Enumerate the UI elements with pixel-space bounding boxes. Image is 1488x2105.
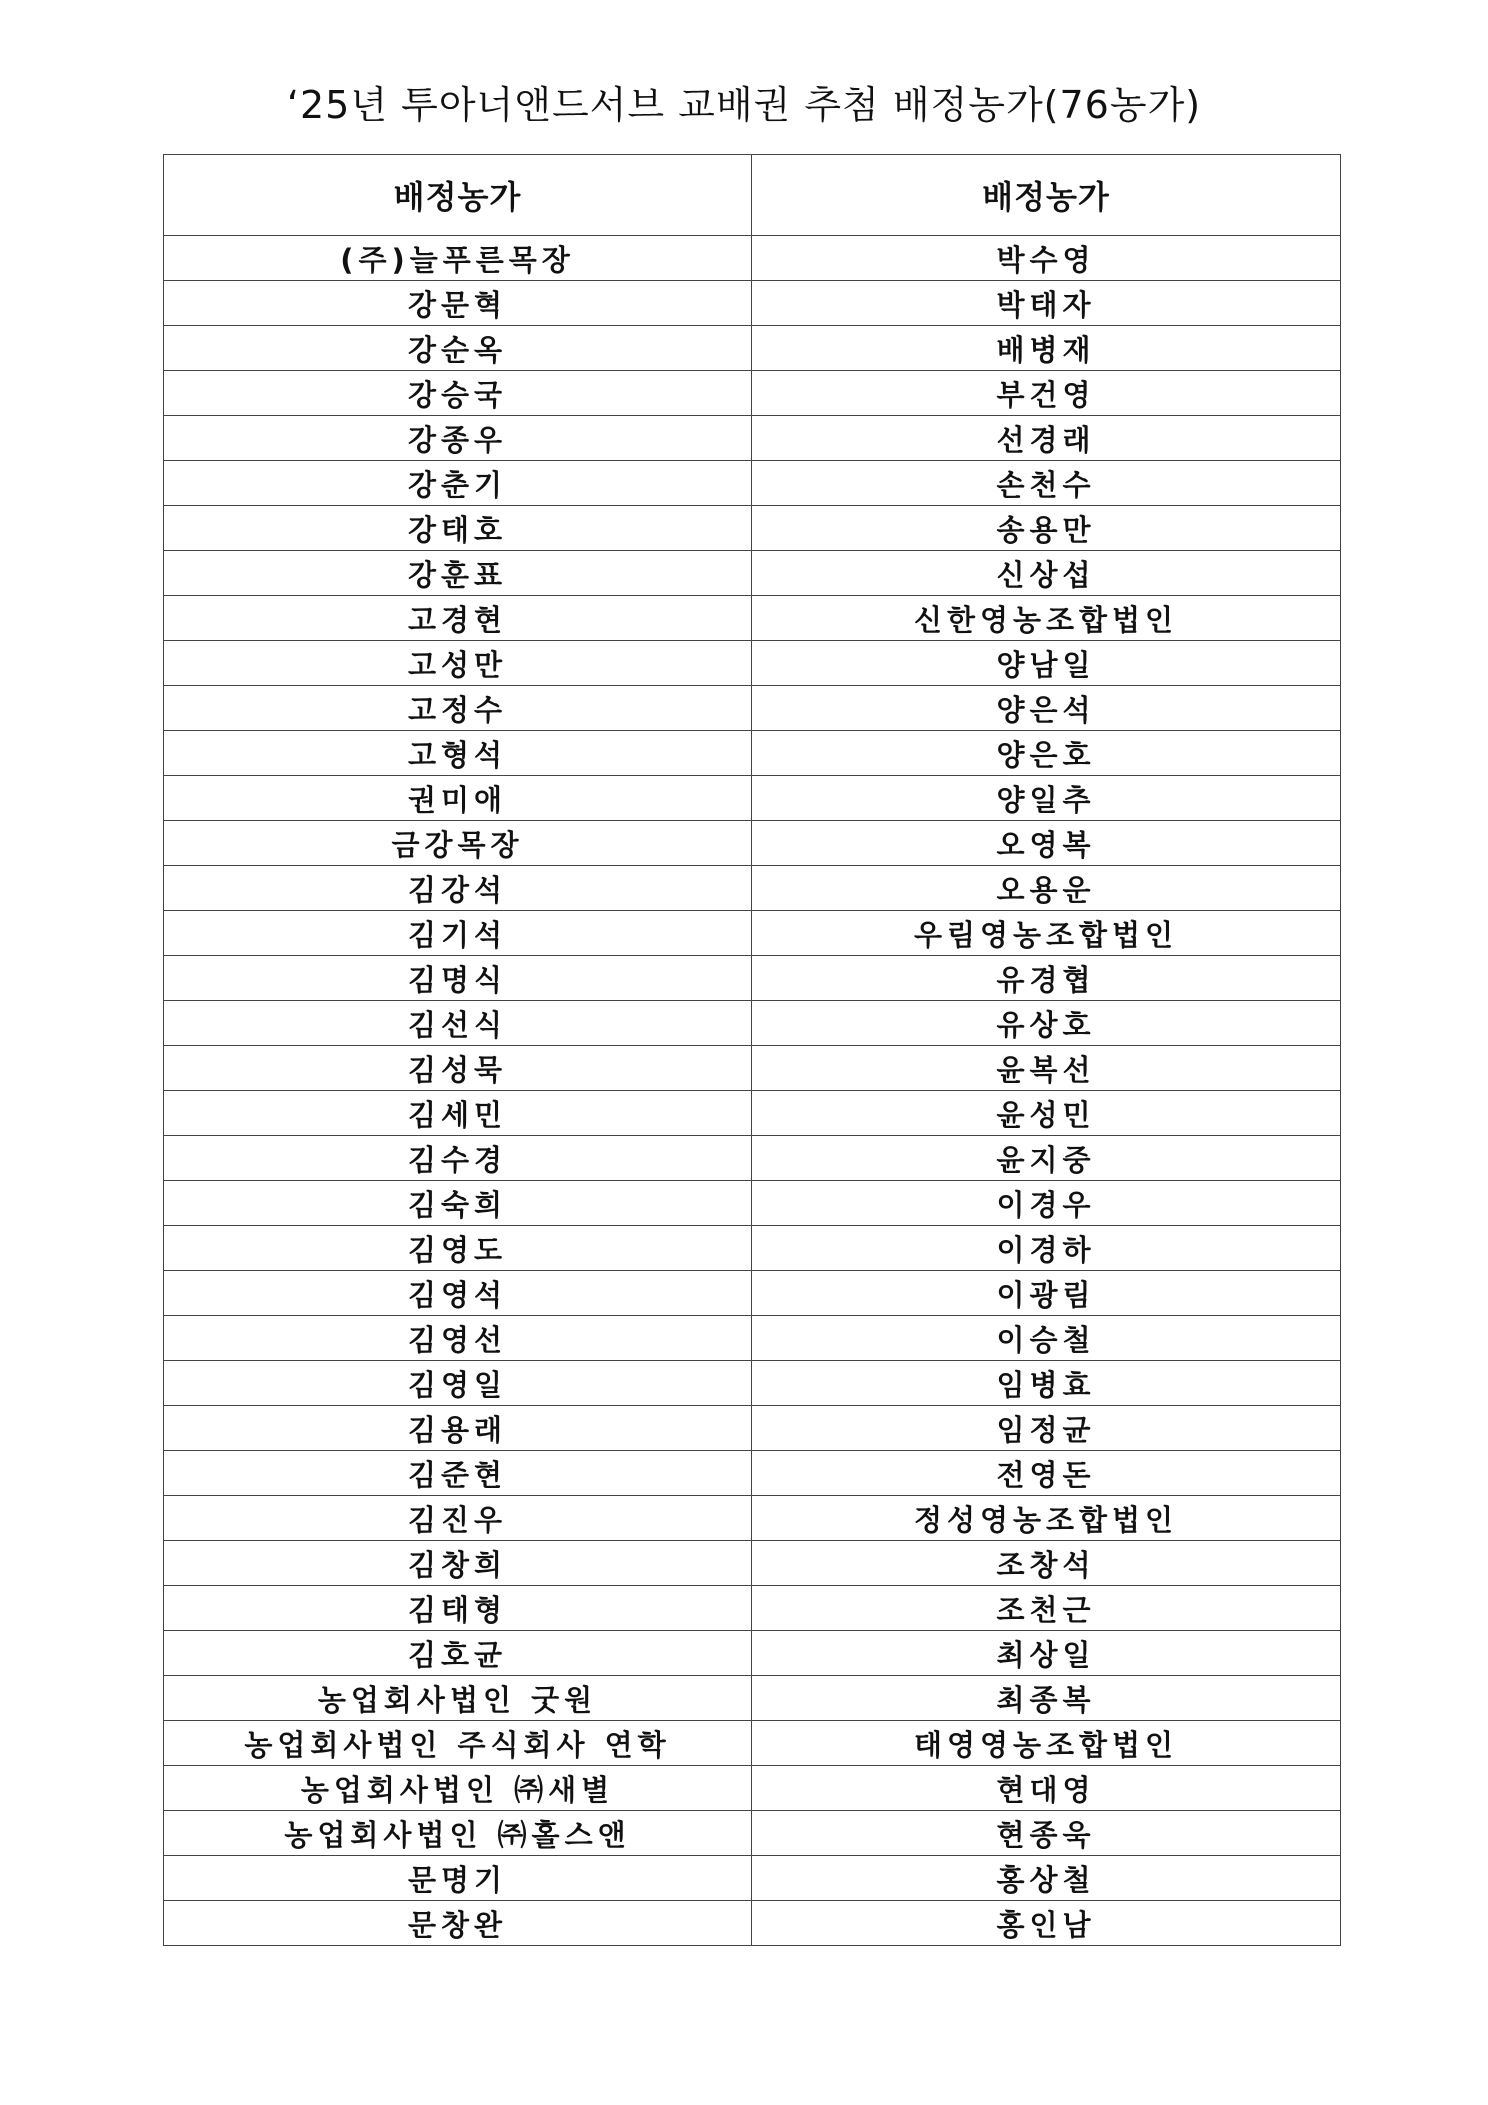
farm-name-right: 현대영	[752, 1766, 1341, 1811]
table-row	[164, 1181, 1341, 1226]
farm-name-right: 양은석	[752, 686, 1341, 731]
farm-name-right: 전영돈	[752, 1451, 1341, 1496]
farm-name-right: 오영복	[752, 821, 1341, 866]
farm-name-left: 김태형	[164, 1586, 752, 1631]
farm-name-right: 홍인남	[752, 1901, 1341, 1946]
table-header-row	[164, 155, 1341, 236]
table-row	[164, 1361, 1341, 1406]
farm-name-right: 송용만	[752, 506, 1341, 551]
farm-name-left: 문명기	[164, 1856, 752, 1901]
farm-name-right: 신상섭	[752, 551, 1341, 596]
farm-name-left: 김성묵	[164, 1046, 752, 1091]
column-header-left: 배정농가	[164, 155, 752, 236]
farm-name-right: 오용운	[752, 866, 1341, 911]
farm-name-left: 강태호	[164, 506, 752, 551]
farm-name-right: 홍상철	[752, 1856, 1341, 1901]
farm-name-right: 박수영	[752, 236, 1341, 281]
table-row	[164, 1496, 1341, 1541]
farm-name-left: 김영일	[164, 1361, 752, 1406]
table-row	[164, 1046, 1341, 1091]
table-row	[164, 776, 1341, 821]
farm-name-right: 최종복	[752, 1676, 1341, 1721]
farm-name-left: 김호균	[164, 1631, 752, 1676]
farm-name-right: 손천수	[752, 461, 1341, 506]
farm-name-left: 강문혁	[164, 281, 752, 326]
table-row	[164, 416, 1341, 461]
column-header-right: 배정농가	[752, 155, 1341, 236]
farm-name-left: 강순옥	[164, 326, 752, 371]
table-row	[164, 371, 1341, 416]
farm-name-left: 김선식	[164, 1001, 752, 1046]
farm-name-left: 고정수	[164, 686, 752, 731]
farm-name-left: 김준현	[164, 1451, 752, 1496]
farm-name-right: 선경래	[752, 416, 1341, 461]
farm-name-left: 김수경	[164, 1136, 752, 1181]
table-row	[164, 1631, 1341, 1676]
farm-assignment-table	[163, 154, 1341, 1946]
farm-name-left: 김용래	[164, 1406, 752, 1451]
farm-name-right: 양은호	[752, 731, 1341, 776]
farm-name-right: 양남일	[752, 641, 1341, 686]
table-row	[164, 1901, 1341, 1946]
table-row	[164, 956, 1341, 1001]
table-row	[164, 1271, 1341, 1316]
table-row	[164, 506, 1341, 551]
table-row	[164, 1766, 1341, 1811]
farm-name-left: 권미애	[164, 776, 752, 821]
farm-name-right: 임정균	[752, 1406, 1341, 1451]
table-row	[164, 596, 1341, 641]
farm-name-left: (주)늘푸른목장	[164, 236, 752, 281]
farm-name-left: 농업회사법인 ㈜홀스앤	[164, 1811, 752, 1856]
farm-name-right: 이경우	[752, 1181, 1341, 1226]
farm-name-right: 현종욱	[752, 1811, 1341, 1856]
table-row	[164, 461, 1341, 506]
farm-name-left: 강종우	[164, 416, 752, 461]
farm-name-right: 태영영농조합법인	[752, 1721, 1341, 1766]
table-row	[164, 1091, 1341, 1136]
table-row	[164, 1136, 1341, 1181]
farm-name-right: 부건영	[752, 371, 1341, 416]
table-row	[164, 1811, 1341, 1856]
farm-name-left: 김영석	[164, 1271, 752, 1316]
table-row	[164, 1676, 1341, 1721]
farm-name-left: 김명식	[164, 956, 752, 1001]
farm-name-left: 김영선	[164, 1316, 752, 1361]
farm-name-left: 농업회사법인 주식회사 연학	[164, 1721, 752, 1766]
farm-name-left: 금강목장	[164, 821, 752, 866]
table-row	[164, 1856, 1341, 1901]
farm-name-left: 고경현	[164, 596, 752, 641]
farm-name-right: 이광림	[752, 1271, 1341, 1316]
table-row	[164, 1586, 1341, 1631]
farm-name-right: 임병효	[752, 1361, 1341, 1406]
table-row	[164, 236, 1341, 281]
table-row	[164, 1451, 1341, 1496]
farm-name-right: 박태자	[752, 281, 1341, 326]
farm-name-left: 고성만	[164, 641, 752, 686]
farm-name-right: 배병재	[752, 326, 1341, 371]
farm-name-right: 우림영농조합법인	[752, 911, 1341, 956]
table-row	[164, 731, 1341, 776]
table-row	[164, 326, 1341, 371]
table-row	[164, 1316, 1341, 1361]
farm-name-left: 김영도	[164, 1226, 752, 1271]
farm-name-right: 이경하	[752, 1226, 1341, 1271]
farm-name-left: 농업회사법인 굿원	[164, 1676, 752, 1721]
farm-name-left: 강훈표	[164, 551, 752, 596]
table-row	[164, 1226, 1341, 1271]
farm-name-right: 조천근	[752, 1586, 1341, 1631]
table-row	[164, 821, 1341, 866]
farm-name-right: 정성영농조합법인	[752, 1496, 1341, 1541]
farm-name-left: 김강석	[164, 866, 752, 911]
table-row	[164, 1001, 1341, 1046]
farm-name-left: 김숙희	[164, 1181, 752, 1226]
farm-name-right: 윤복선	[752, 1046, 1341, 1091]
table-row	[164, 1541, 1341, 1586]
farm-name-left: 농업회사법인 ㈜새별	[164, 1766, 752, 1811]
farm-name-right: 이승철	[752, 1316, 1341, 1361]
table-row	[164, 551, 1341, 596]
farm-name-left: 강승국	[164, 371, 752, 416]
table-row	[164, 281, 1341, 326]
farm-name-left: 김창희	[164, 1541, 752, 1586]
page-title: ‘25년 투아너앤드서브 교배권 추첨 배정농가(76농가)	[286, 83, 1202, 127]
farm-name-right: 신한영농조합법인	[752, 596, 1341, 641]
farm-name-right: 윤성민	[752, 1091, 1341, 1136]
table-body	[164, 236, 1341, 1946]
farm-name-right: 최상일	[752, 1631, 1341, 1676]
farm-name-right: 양일추	[752, 776, 1341, 821]
table-row	[164, 1721, 1341, 1766]
farm-name-left: 강춘기	[164, 461, 752, 506]
farm-name-right: 조창석	[752, 1541, 1341, 1586]
farm-name-left: 김진우	[164, 1496, 752, 1541]
farm-name-right: 유상호	[752, 1001, 1341, 1046]
table-row	[164, 641, 1341, 686]
table-row	[164, 911, 1341, 956]
farm-name-left: 문창완	[164, 1901, 752, 1946]
farm-name-right: 윤지중	[752, 1136, 1341, 1181]
table-row	[164, 1406, 1341, 1451]
table-row	[164, 866, 1341, 911]
farm-name-right: 유경협	[752, 956, 1341, 1001]
farm-name-left: 김기석	[164, 911, 752, 956]
table-row	[164, 686, 1341, 731]
farm-name-left: 김세민	[164, 1091, 752, 1136]
farm-name-left: 고형석	[164, 731, 752, 776]
